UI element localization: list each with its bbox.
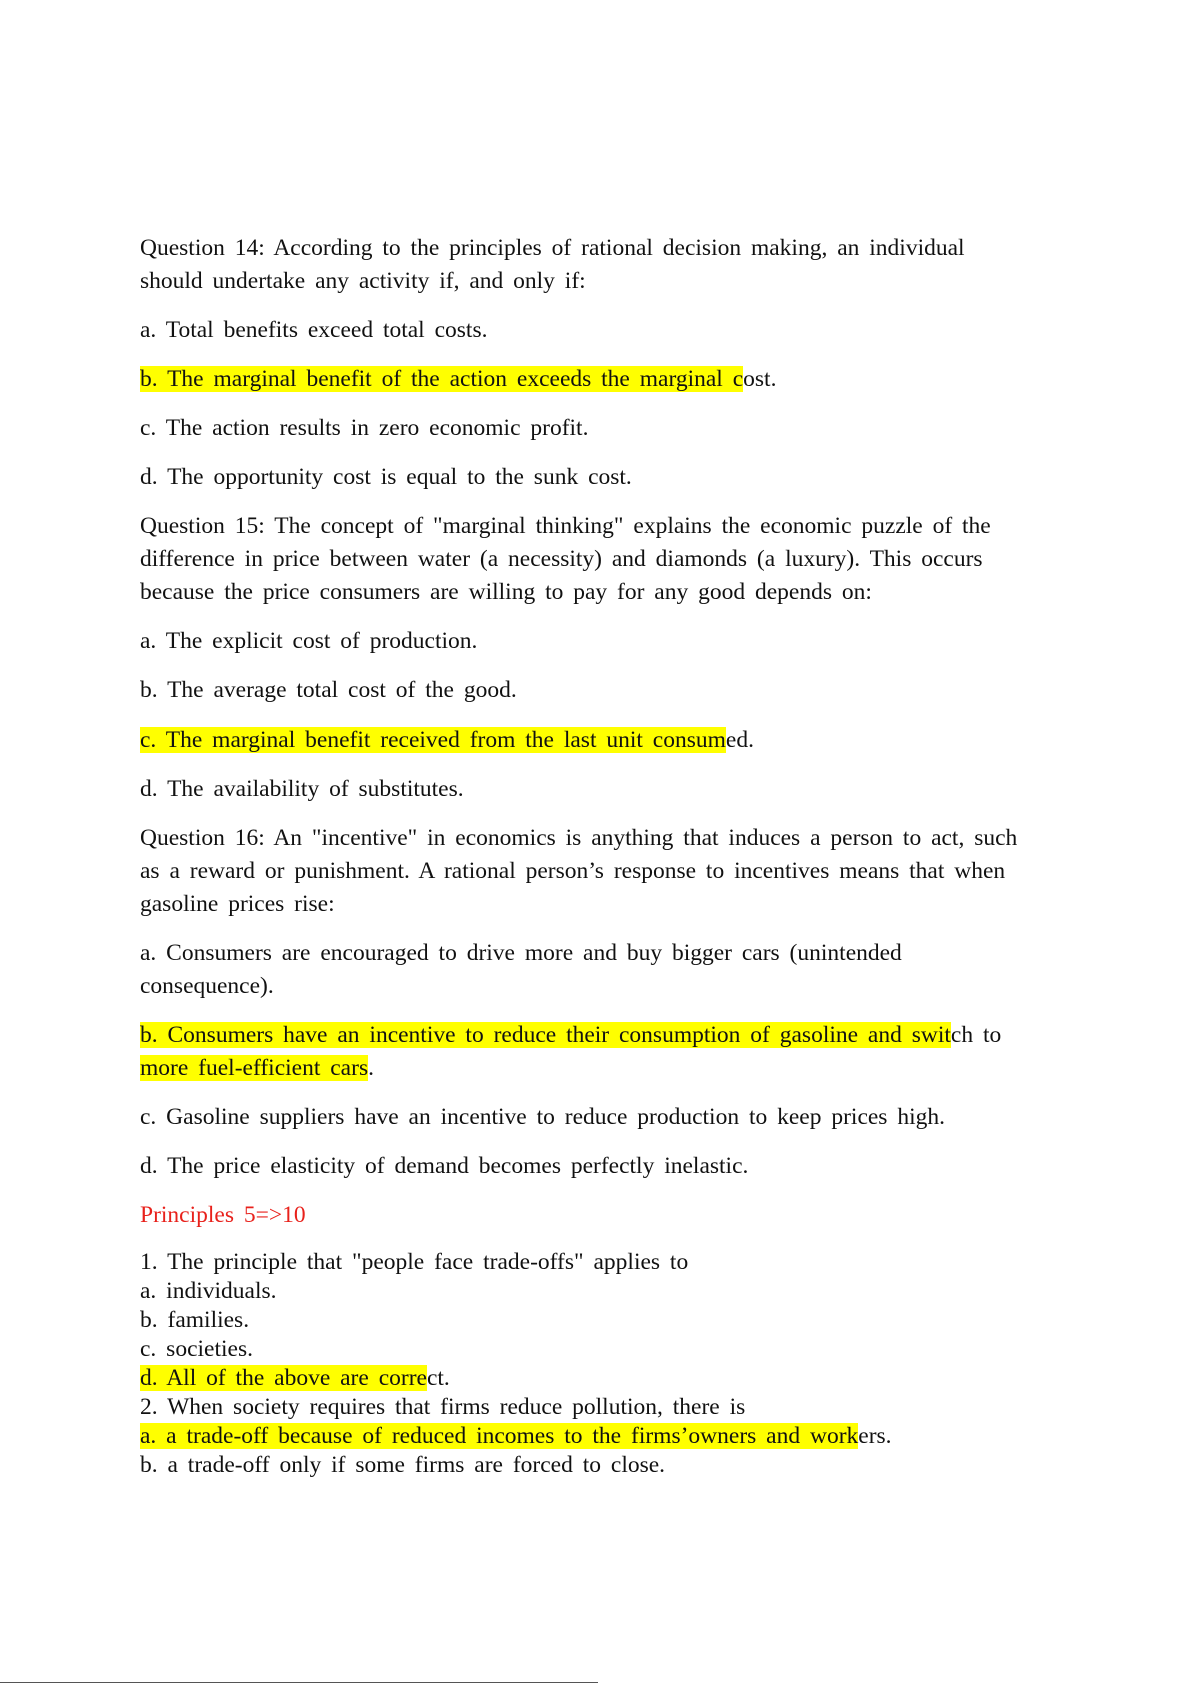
q14-option-c: c. The action results in zero economic profit. (140, 415, 589, 441)
question-line: because the price consumers are willing to pay for any good depends on: (140, 579, 872, 605)
q15-option-a: a. The explicit cost of production. (140, 628, 478, 654)
answer-highlight: b. Consumers have an incentive to reduce their consumption of gasoline and swit (140, 1022, 951, 1048)
question-line: difference in price between water (a necessity) and diamonds (a luxury). This occurs (140, 546, 983, 572)
q16-option-a (140, 937, 902, 1003)
answer-highlight: d. All of the above are corre (140, 1365, 427, 1391)
principle-question-1: 1. The principle that "people face trade-offs" applies to (140, 1249, 689, 1275)
question-16-text (140, 822, 1017, 921)
answer-highlight: c. The marginal benefit received from the last unit consum (140, 727, 726, 753)
answer-highlight: b. The marginal benefit of the action exceeds the marginal c (140, 366, 744, 392)
question-line: Question 14: According to the principles of rational decision making, an individual (140, 235, 965, 261)
option-text-tail: ers. (858, 1423, 892, 1449)
option-text-tail: ed. (725, 727, 754, 753)
question-line: Question 16: An "incentive" in economics is anything that induces a person to act, such (140, 825, 1018, 851)
q1-option-b: b. families. (140, 1307, 250, 1333)
option-text-tail: ct. (426, 1365, 450, 1391)
option-text-tail: ost. (743, 366, 777, 392)
question-line: should undertake any activity if, and only if: (140, 268, 586, 294)
option-line: a. Consumers are encouraged to drive more and buy bigger cars (unintended (140, 940, 902, 966)
q16-option-b (140, 1019, 1001, 1085)
question-line: as a reward or punishment. A rational person’s response to incentives means that when (140, 858, 1006, 884)
q14-option-a: a. Total benefits exceed total costs. (140, 317, 488, 343)
q15-option-c (140, 724, 754, 757)
q1-option-d (140, 1364, 892, 1393)
q2-option-a (140, 1422, 892, 1451)
principle-question-2: 2. When society requires that firms reduce pollution, there is (140, 1394, 746, 1420)
question-line: Question 15: The concept of "marginal thinking" explains the economic puzzle of the (140, 513, 991, 539)
q15-option-d: d. The availability of substitutes. (140, 776, 464, 802)
option-line (140, 1019, 1001, 1052)
answer-highlight: a. a trade-off because of reduced incomes to the firms’owners and work (140, 1423, 859, 1449)
question-15-text (140, 510, 991, 609)
question-14-text (140, 232, 965, 298)
principles-questions (140, 1248, 892, 1480)
option-text-tail: ch to (950, 1022, 1002, 1048)
option-line: consequence). (140, 973, 274, 999)
answer-highlight: more fuel-efficient cars (140, 1055, 369, 1081)
question-line: gasoline prices rise: (140, 891, 335, 917)
q15-option-b: b. The average total cost of the good. (140, 677, 517, 703)
q14-option-b (140, 363, 776, 396)
q1-option-c: c. societies. (140, 1336, 253, 1362)
q16-option-c: c. Gasoline suppliers have an incentive to reduce production to keep prices high. (140, 1104, 945, 1130)
footer-rule (0, 1682, 598, 1683)
q16-option-d: d. The price elasticity of demand becomes perfectly inelastic. (140, 1153, 749, 1179)
option-text-tail: . (368, 1055, 374, 1081)
q2-option-b: b. a trade-off only if some firms are forced to close. (140, 1452, 666, 1478)
section-heading: Principles 5=>10 (140, 1202, 306, 1228)
q14-option-d: d. The opportunity cost is equal to the sunk cost. (140, 464, 632, 490)
q1-option-a: a. individuals. (140, 1278, 277, 1304)
option-line (140, 1052, 1001, 1085)
